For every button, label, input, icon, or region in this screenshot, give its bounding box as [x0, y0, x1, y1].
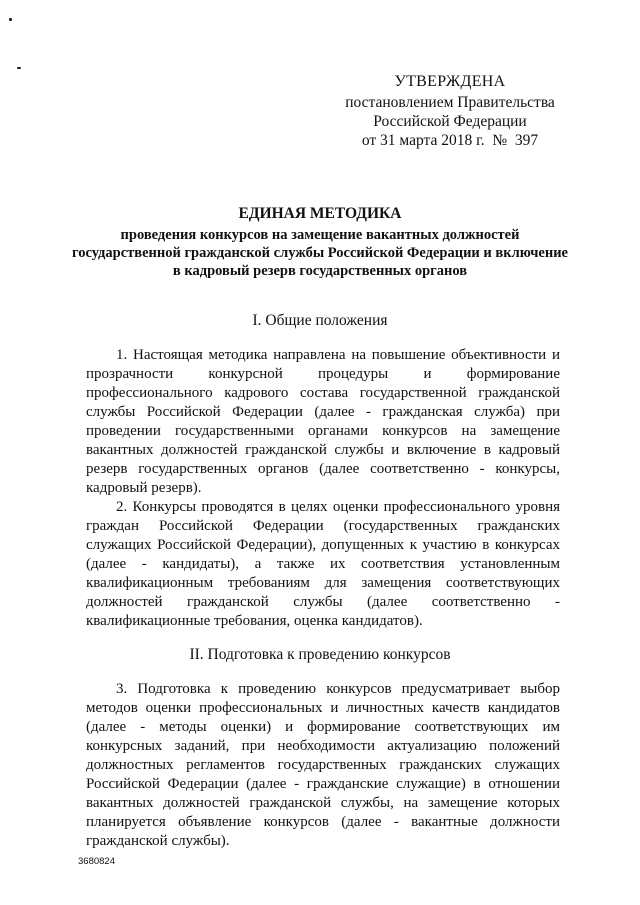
- document-number: 3680824: [78, 856, 115, 867]
- document-title-subtitle: проведения конкурсов на замещение вакантных должностей государственной гражданской службы Российской Федерации и включение в кадровый резерв государственных органов: [71, 227, 568, 279]
- approval-line-2: Российской Федерации: [373, 113, 527, 130]
- document-title: [70, 205, 570, 280]
- document-title-main: ЕДИНАЯ МЕТОДИКА: [238, 205, 402, 222]
- scan-dot-mark: [9, 18, 12, 21]
- section-heading-2: II. Подготовка к проведению конкурсов: [189, 646, 451, 663]
- section-heading-1: I. Общие положения: [252, 312, 388, 329]
- approval-stamp: [335, 72, 565, 150]
- paragraph-3: 3. Подготовка к проведению конкурсов предусматривает выбор методов оценки профессиональных и личностных качеств кандидатов (далее - методы оценки) и формирование соответствующих им конкурсных заданий, при необходимости актуализацию положений должностных регламентов государственных гражданских служащих Российской Федерации (далее - гражданские служащие) в отношении вакантных должностей гражданской службы, на замещение которых планируется объявление конкурсов (далее - вакантные должности гражданской службы).: [86, 681, 560, 849]
- approval-line-3: от 31 марта 2018 г. № 397: [361, 132, 539, 149]
- paragraph-2: 2. Конкурсы проводятся в целях оценки профессионального уровня граждан Российской Федерации (государственных гражданских служащих Российской Федерации), допущенных к участию в конкурсах (далее - кандидаты), а также их соответствия установленным квалификационным требованиям для замещения соответствующих должностей гражданской службы (далее соответственно - квалификационные требования, оценка кандидатов).: [86, 499, 560, 629]
- scan-dash-mark: [17, 67, 21, 69]
- paragraph-1: 1. Настоящая методика направлена на повышение объективности и прозрачности конкурсной процедуры и формирование профессионального кадрового состава государственной гражданской службы Российской Федерации (далее - гражданская служба) при проведении государственными органами конкурсов на замещение вакантных должностей гражданской службы и включение в кадровый резерв государственных органов (далее соответственно - конкурсы, кадровый резерв).: [86, 347, 560, 496]
- approval-title: УТВЕРЖДЕНА: [394, 73, 506, 90]
- approval-line-1: постановлением Правительства: [345, 94, 555, 111]
